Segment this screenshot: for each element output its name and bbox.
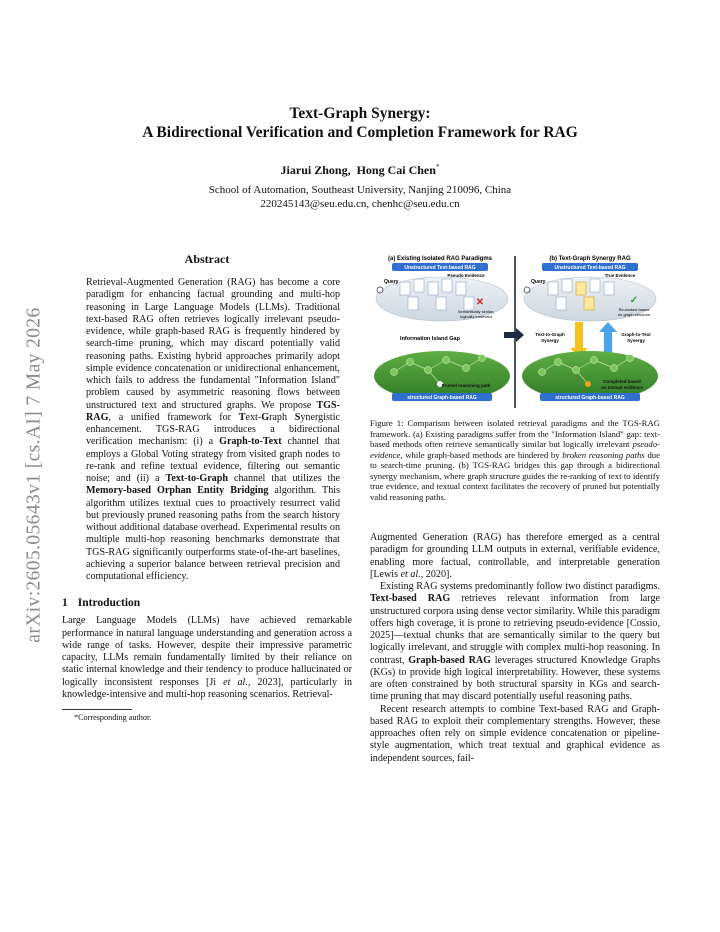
intro-body [62, 615, 352, 701]
section-number: 1 [62, 597, 68, 610]
panel-a-text-bar-label: Unstructured Text-based RAG [404, 265, 476, 271]
abstract-body [86, 277, 340, 583]
affiliation: School of Automation, Southeast University, Nanjing 210096, China [208, 184, 512, 196]
abstract-heading: Abstract [184, 252, 230, 266]
panel-b-text-bar-label: Unstructured Text-based RAG [554, 265, 626, 271]
corresponding-mark: * [435, 163, 440, 171]
body-text: leverages structured Knowledge Graphs (KGs) to provide high logical interpretability. However, these systems are often constrained by both structural sparsity in KGs and search-time pruning that may discard potentially useful reasoning paths. [370, 654, 661, 703]
footnote-rule [62, 709, 132, 710]
transition-arrow [504, 328, 524, 342]
check-icon: ✓ [629, 295, 639, 306]
title-line-1: Text-Graph Synergy: [289, 105, 431, 122]
abstract-orphan-bridging: Memory-based Orphan Entity Bridging [86, 485, 269, 497]
arxiv-stamp [18, 260, 52, 690]
authors [80, 163, 640, 178]
completed-note-2: on textual evidence [601, 385, 643, 390]
panel-a-title: (a) Existing Isolated RAG Paradigms [387, 256, 493, 262]
panel-b-graph-bar-label: structured Graph-based RAG [555, 395, 625, 401]
reranked-note-1: Re-ranked based [618, 307, 650, 312]
body-text: , 2020]. [420, 568, 452, 580]
semantic-note-1: Semantically similar, [457, 309, 495, 314]
cross-icon: ✕ [475, 297, 485, 308]
abstract-text: , a unified framework for [108, 411, 239, 423]
panel-b-title: (b) Text-Graph Synergy RAG [549, 256, 631, 262]
body-graph-based-rag: Graph-based RAG [408, 654, 491, 666]
author-1: Jiarui Zhong [280, 163, 348, 177]
body-text: Recent research attempts to combine Text-based RAG and Graph-based RAG to exploit their complementary strengths. However, these approaches often rely on simple evidence concatenation or pipeline-style augmentation, which treat textual and graphical evidence as independent sources, fail- [370, 703, 660, 764]
body-text: Existing RAG systems predominantly follow two distinct paradigms. [380, 581, 660, 592]
pruned-path-label: Pruned reasoning path [441, 383, 491, 388]
completed-note-1: Completed based [603, 379, 641, 384]
right-column [370, 252, 660, 765]
figure-1 [370, 252, 660, 408]
paper-title [80, 104, 640, 142]
reranked-note-2: on graph structure [617, 312, 651, 317]
intro-text: Large Language Models (LLMs) have achieved remarkable performance in natural language understanding and generation across a wide range of tasks. However, despite their impressive parametric capacity, LLMs remain fundamentally limited by their reliance on static internal knowledge and their tendency to produce hallucinated or logically inconsistent responses [Ji [62, 615, 352, 688]
abstract-text: ynergistic enhancement. TGS-RAG introduces a bidirectional verification mechanism: (i) a [86, 411, 340, 448]
right-body [370, 532, 660, 765]
abstract-text: algorithm. This algorithm utilizes textual cues to proactively resurrect valid but previously pruned reasoning paths from the search history without additional database overhead. Experimental results on multiple multi-hop reasoning benchmarks demonstrate that TGS-RAG significantly outperforms state-of-the-art baselines, achieving a superior balance between retrieval precision and computational efficiency. [86, 485, 340, 582]
abstract-bold-s: S [294, 411, 301, 423]
intro-heading [62, 597, 352, 609]
caption-broken-paths: broken reasoning paths [562, 449, 645, 460]
abstract-text-to-graph: Text-to-Graph [165, 473, 228, 484]
panel-a-query: Query [384, 279, 399, 285]
abstract-text: raph [269, 411, 295, 423]
abstract-bold-g: G [261, 411, 270, 423]
intro-paragraph [62, 615, 352, 701]
section-title: Introduction [77, 597, 141, 610]
paragraph-hybrid [370, 704, 660, 765]
body-text-based-rag: Text-based RAG [370, 593, 451, 605]
abstract-text: channel that employs a Global Voting strategy from visited graph nodes to re-rank and refine textual evidence, filtering out semantic noise; and (ii) a [86, 436, 340, 484]
abstract-tgs-rag: TGS-RAG [86, 399, 340, 423]
panel-a-graph-bar-label: structured Graph-based RAG [407, 395, 477, 401]
caption-pseudo-evidence: pseudo-evidence [370, 439, 660, 460]
figure-svg [370, 252, 660, 408]
panel-b-query: Query [531, 279, 546, 285]
emails: 220245143@seu.edu.cn, chenhc@seu.edu.cn [260, 198, 460, 210]
t2g-label-1: Text-to-Graph [535, 332, 565, 337]
paragraph-rag [370, 532, 660, 581]
abstract-text: channel that utilizes the [227, 473, 340, 484]
semantic-note-2: logically irrelevant [460, 314, 492, 319]
abstract-graph-to-text: Graph-to-Text [219, 436, 282, 448]
paragraph-paradigms [370, 581, 660, 704]
caption-text: Figure 1: Comparison between isolated retrieval paradigms and the TGS-RAG framework. (a) Existing paradigms suffer from the "Information Island" gap: text-based methods often retrieve semantically similar but logically irrelevant [370, 418, 660, 449]
island-gap-label: Information Island Gap [400, 336, 460, 342]
caption-text: due to search-time pruning. (b) TGS-RAG bridges this gap through a bidirectional synergy mechanism, where graph structure guides the re-ranking of text to identify true evidence, and textual context facilitates the recovery of pruned but potentially valid reasoning paths. [370, 449, 661, 502]
abstract-bold-t: T [238, 411, 246, 423]
t2g-label-2: Synergy [541, 338, 559, 343]
abstract-text: Retrieval-Augmented Generation (RAG) has become a core paradigm for enhancing factual grounding and multi-hop reasoning in Large Language Models (LLMs). Traditional text-based RAG often retrieves logically irrelevant pseudo-evidence, while graph-based RAG is frequently hindered by search-time pruning, which may discard potentially valid reasoning paths. Existing hybrid approaches primarily adopt simple evidence concatenation or unidirectional enhancement, which fails to address the fundamental "Information Island" problem caused by asymmetric reasoning flows between unstructured text and structured graphs. We propose [86, 277, 340, 411]
abstract-text: ext- [245, 411, 262, 423]
left-column [62, 252, 352, 722]
intro-text: , 2023], particularly in knowledge-intensive and multi-hop reasoning scenarios. Retrieval- [62, 676, 352, 700]
panel-a-pseudo-evidence: Pseudo Evidence [447, 273, 485, 278]
intro-etal: et al. [223, 676, 248, 688]
title-line-2: A Bidirectional Verification and Completion Framework for RAG [142, 124, 578, 141]
panel-b-true-evidence: True Evidence [604, 273, 636, 278]
figure-caption [370, 418, 660, 502]
body-etal: et al. [400, 568, 421, 580]
author-separator: , [347, 163, 351, 177]
g2t-label-1: Graph-to-Text [621, 332, 651, 337]
g2t-label-2: Synergy [627, 338, 645, 343]
recovered-node [585, 381, 591, 387]
arxiv-id: arXiv:2605.05643v1 [cs.AI] 7 May 2026 [24, 307, 46, 643]
footnote: *Corresponding author. [74, 713, 152, 722]
author-2: Hong Cai Chen [356, 163, 436, 177]
body-text: retrieves relevant information from large unstructured corpora using dense vector similarity. While this paradigm offers high coverage, it is prone to retrieving pseudo-evidence [Cossio, 2025]—textual chunks that are semantically similar to the query but logically irrelevant, and struggle with complex multi-hop reasoning. In contrast, [370, 593, 660, 666]
affiliation-block [80, 183, 640, 211]
caption-text: , while graph-based methods are hindered by [400, 449, 563, 460]
body-text: Augmented Generation (RAG) has therefore emerged as a central paradigm for grounding LLM outputs in external, verifiable evidence, enabling more factual, controllable, and interpretable generation [Lewis [370, 532, 660, 580]
